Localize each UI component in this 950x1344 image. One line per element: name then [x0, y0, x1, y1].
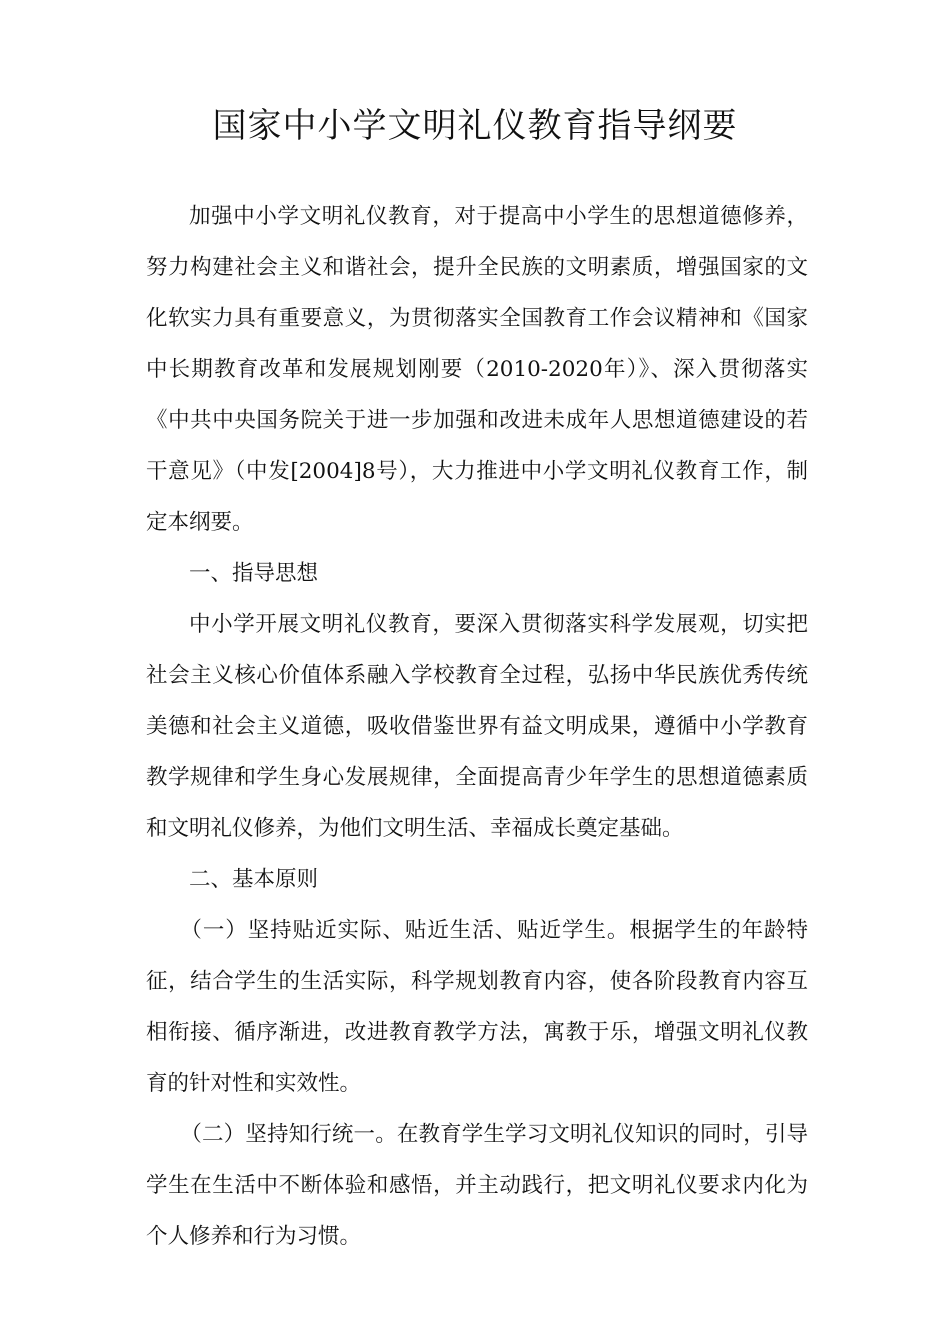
section-heading-guiding-ideology: 一、指导思想: [189, 561, 319, 586]
guiding-ideology-paragraph: 中小学开展文明礼仪教育，要深入贯彻落实科学发展观，切实把社会主义核心价值体系融入学校教育全过程，弘扬中华民族优秀传统美德和社会主义道德，吸收借鉴世界有益文明成果，遵循中小学教育教学规律和学生身心发展规律，全面提高青少年学生的思想道德素质和文明礼仪修养，为他们文明生活、幸福成长奠定基础。: [146, 612, 808, 841]
document-body: [146, 191, 808, 1262]
section-heading-basic-principles: 二、基本原则: [189, 867, 319, 892]
intro-paragraph: 加强中小学文明礼仪教育，对于提高中小学生的思想道德修养，努力构建社会主义和谐社会，提升全民族的文明素质，增强国家的文化软实力具有重要意义，为贯彻落实全国教育工作会议精神和《国家中长期教育改革和发展规划刚要（2010-2020年）》、深入贯彻落实《中共中央国务院关于进一步加强和改进未成年人思想道德建设的若干意见》（中发[2004]8号），大力推进中小学文明礼仪教育工作，制定本纲要。: [146, 204, 808, 535]
principle-item-1: （一）坚持贴近实际、贴近生活、贴近学生。根据学生的年龄特征，结合学生的生活实际，科学规划教育内容，使各阶段教育内容互相衔接、循序渐进，改进教育教学方法，寓教于乐，增强文明礼仪教育的针对性和实效性。: [146, 918, 808, 1096]
document-title: 国家中小学文明礼仪教育指导纲要: [212, 106, 738, 146]
principle-item-2: （二）坚持知行统一。在教育学生学习文明礼仪知识的同时，引导学生在生活中不断体验和感悟，并主动践行，把文明礼仪要求内化为个人修养和行为习惯。: [146, 1122, 808, 1249]
